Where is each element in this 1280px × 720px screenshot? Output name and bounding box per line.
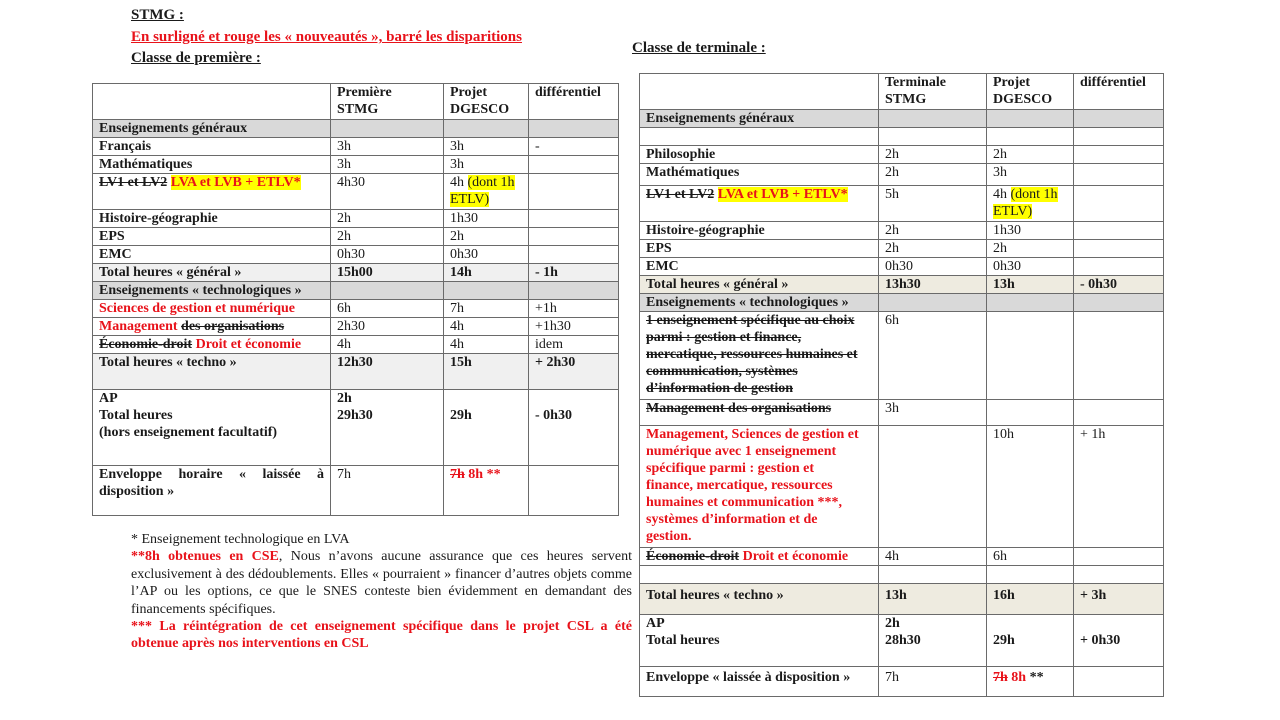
footnote-3: *** La réintégration de cet enseignement spécifique dans le projet CSL a été obtenue après nos interventions en CSL: [131, 619, 632, 652]
table-row: Mathématiques 2h 3h: [640, 164, 1164, 186]
table-row: 1 enseignement spécifique au choix parmi : gestion et finance, mercatique, ressources humaines et communication, systèmes d’information de gestion 6h: [640, 312, 1164, 400]
section-row-techno: Enseignements « technologiques »: [93, 282, 619, 300]
footnote-2: **8h obtenues en CSE, Nous n’avons aucune assurance que ces heures servent exclusivement à des dédoublements. Elles « pourraient » financer d’autres objets comme l’AP ou les options, ce que le SNES conteste bien évidemment en demandant des financements spécifiques.: [131, 549, 633, 617]
terminale-heading: Classe de terminale :: [632, 40, 766, 56]
section-row-techno: Enseignements « technologiques »: [640, 294, 1164, 312]
premiere-table: [92, 83, 619, 516]
footnotes: [131, 531, 632, 653]
col-header-differentiel: différentiel: [529, 84, 619, 120]
col-header-terminale-stmg: Terminale STMG: [879, 74, 987, 110]
ap-total-row: AP Total heures 2h 28h30 29h + 0h30: [640, 615, 1164, 667]
col-header-premiere-stmg: Première STMG: [331, 84, 444, 120]
table-row: EPS 2h 2h: [93, 228, 619, 246]
table-row: Management, Sciences de gestion et numérique avec 1 enseignement spécifique parmi : gestion et finance, mercatique, ressources humaines et communication ***, systèmes d’information et de gestion. 10h + 1h: [640, 426, 1164, 548]
table-row: Management des organisations 3h: [640, 400, 1164, 426]
table-row: EMC 0h30 0h30: [640, 258, 1164, 276]
col-header-differentiel: différentiel: [1074, 74, 1164, 110]
section-row-general: Enseignements généraux: [93, 120, 619, 138]
table-row: Histoire-géographie 2h 1h30: [640, 222, 1164, 240]
table-row: Histoire-géographie 2h 1h30: [93, 210, 619, 228]
table-row: Philosophie 2h 2h: [640, 146, 1164, 164]
table-row: Management des organisations 2h30 4h +1h30: [93, 318, 619, 336]
footnote-1: * Enseignement technologique en LVA: [131, 532, 350, 547]
total-techno-row: Total heures « techno » 12h30 15h + 2h30: [93, 354, 619, 390]
table-row: Mathématiques 3h 3h: [93, 156, 619, 174]
ap-total-row: AP Total heures (hors enseignement facultatif) 2h 29h30 29h - 0h30: [93, 390, 619, 466]
table-row: Économie-droit Droit et économie 4h 4h idem: [93, 336, 619, 354]
table-header-row: [93, 84, 619, 120]
total-techno-row: Total heures « techno » 13h 16h + 3h: [640, 584, 1164, 615]
premiere-heading: Classe de première :: [131, 50, 261, 66]
col-header-projet-dgesco: Projet DGESCO: [444, 84, 529, 120]
table-row: EMC 0h30 0h30: [93, 246, 619, 264]
empty-row: [640, 566, 1164, 584]
table-row: Économie-droit Droit et économie 4h 6h: [640, 548, 1164, 566]
table-row: LV1 et LV2 LVA et LVB + ETLV* 5h 4h (dont 1h ETLV): [640, 186, 1164, 222]
enveloppe-row: Enveloppe horaire « laissée à disposition » 7h 7h 8h **: [93, 466, 619, 516]
enveloppe-row: Enveloppe « laissée à disposition » 7h 7h 8h **: [640, 667, 1164, 697]
empty-row: [640, 128, 1164, 146]
table-row: EPS 2h 2h: [640, 240, 1164, 258]
table-row: Sciences de gestion et numérique 6h 7h +1h: [93, 300, 619, 318]
legend-text: En surligné et rouge les « nouveautés », barré les disparitions: [131, 29, 522, 45]
total-general-row: Total heures « général » 15h00 14h - 1h: [93, 264, 619, 282]
total-general-row: Total heures « général » 13h30 13h - 0h30: [640, 276, 1164, 294]
section-row-general: Enseignements généraux: [640, 110, 1164, 128]
table-row: LV1 et LV2 LVA et LVB + ETLV* 4h30 4h (dont 1h ETLV): [93, 174, 619, 210]
col-header-projet-dgesco: Projet DGESCO: [987, 74, 1074, 110]
terminale-table: [639, 73, 1164, 697]
table-row: Français 3h 3h -: [93, 138, 619, 156]
document-title: STMG :: [131, 7, 184, 23]
table-header-row: [640, 74, 1164, 110]
